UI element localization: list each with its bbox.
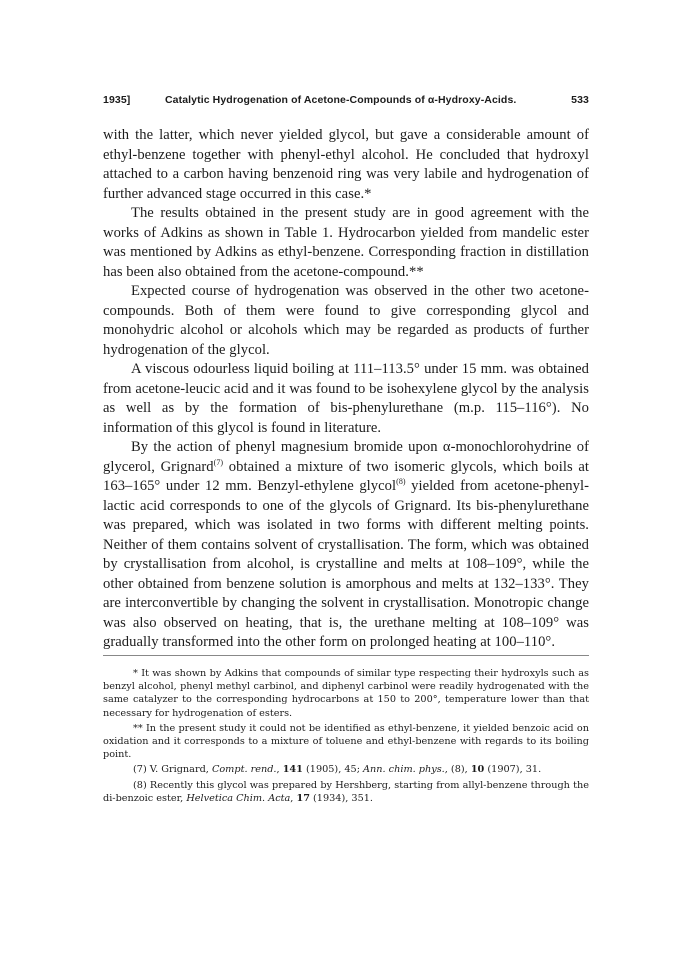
footnote-7-year-2: (1907), 31. [484, 764, 542, 776]
paragraph-1: with the latter, which never yielded glycol, but gave a considerable amount of ethyl-benzene together with phenyl-ethyl alcohol. He concluded that hydroxyl attached to a carbon having benzenoid ring was very labile and hydrogenation of further advanced stage occurred in this case.* [103, 127, 589, 202]
footnote-double-star: ** In the present study it could not be identified as ethyl-benzene, it yielded benzoic acid on oxidation and it corresponds to a mixture of toluene and ethyl-benzene with regards to its boiling point. [103, 722, 589, 761]
footnote-star: * It was shown by Adkins that compounds of similar type respecting their hydroxyls such as benzyl alcohol, phenyl methyl carbinol, and diphenyl carbinol were readily hydrogenated with the same catalyzer to the corresponding hydrocarbons at 150 to 200°, temperature lower than that necessary for hydrogenation of esters. [103, 668, 589, 719]
footnote-8-volume: 17 [296, 792, 310, 804]
footnote-ref-8: (8) [396, 477, 406, 486]
footnote-8-year: (1934), 351. [309, 792, 373, 804]
footnote-7-volume-1: 141 [282, 764, 303, 776]
paragraph-5-part3: yielded from acetone-phenyl-lactic acid corresponds to one of the glycols of Grignard. Its bis-phenylurethane was prepared, which was isolated in two forms with different melting points. Neither of them contains solvent of crystallisation. The form, which was obtained by crystallisation from alcohol, is crystalline and melts at 108–109°, while the other obtained from benzene solution is amorphous and melts at 132–133°. They are interconvertible by changing the solvent in crystallisation. Monotropic change was also observed on heating, that is, the urethane melting at 108–109° was gradually transformed into the other form on prolonged heating at 100–110°. [103, 478, 589, 650]
paragraph-5-part2: obtained a mixture of two isomeric glycols, which boils at 163–165° under 12 mm. Benzyl-ethylene glycol [103, 458, 589, 494]
paragraph-4: A viscous odourless liquid boiling at 111–113.5° under 15 mm. was obtained from acetone-leucic acid and it was found to be isohexylene glycol by the analysis as well as by the formation of bis-phenylurethane (m.p. 115–116°). No information of this glycol is found in literature. [103, 361, 589, 436]
footnote-7-journal-2: Ann. chim. phys. [363, 764, 445, 776]
body-text [103, 126, 589, 653]
paragraph-2: The results obtained in the present study are in good agreement with the works of Adkins as shown in Table 1. Hydrocarbon yielded from mandelic ester was mentioned by Adkins as ethyl-benzene. Corresponding fraction in distillation has been also obtained from the acetone-compound.** [103, 205, 589, 280]
footnote-ref-7: (7) [213, 457, 224, 467]
paragraph-5 [103, 438, 589, 653]
footnote-7-year-1: (1905), 45; [302, 764, 364, 776]
footnote-8-journal: Helvetica Chim. Acta [186, 792, 291, 804]
footnote-7-journal-1: Compt. rend. [211, 764, 277, 776]
paragraph-5-part1: By the action of phenyl magnesium bromide upon α-monochlorohydrine of glycerol, Grignard [103, 439, 589, 475]
footnotes [103, 667, 589, 805]
footnote-7-volume-2: 10 [470, 764, 485, 776]
header-year: 1935] [103, 94, 131, 106]
footnote-8-sep: , [290, 792, 297, 804]
page-number: 533 [571, 94, 589, 106]
footnote-8 [103, 779, 589, 805]
footnote-8-text: (8) Recently this glycol was prepared by Hershberg, starting from allyl-benzene through the di-benzoic ester, [103, 779, 589, 804]
footnote-7-author: (7) V. Grignard, [133, 764, 212, 776]
footnote-7-sep: , [276, 764, 283, 776]
header-title: Catalytic Hydrogenation of Acetone-Compounds of α-Hydroxy-Acids. [165, 94, 517, 106]
footnote-7-series: , (8), [444, 764, 471, 776]
footnote-divider [103, 655, 589, 656]
footnote-7 [103, 763, 589, 776]
paragraph-3: Expected course of hydrogenation was observed in the other two acetone-compounds. Both of them were found to give corresponding glycol and monohydric alcohol or alcohols which may be regarded as products of further hydrogenation of the glycol. [103, 283, 589, 358]
